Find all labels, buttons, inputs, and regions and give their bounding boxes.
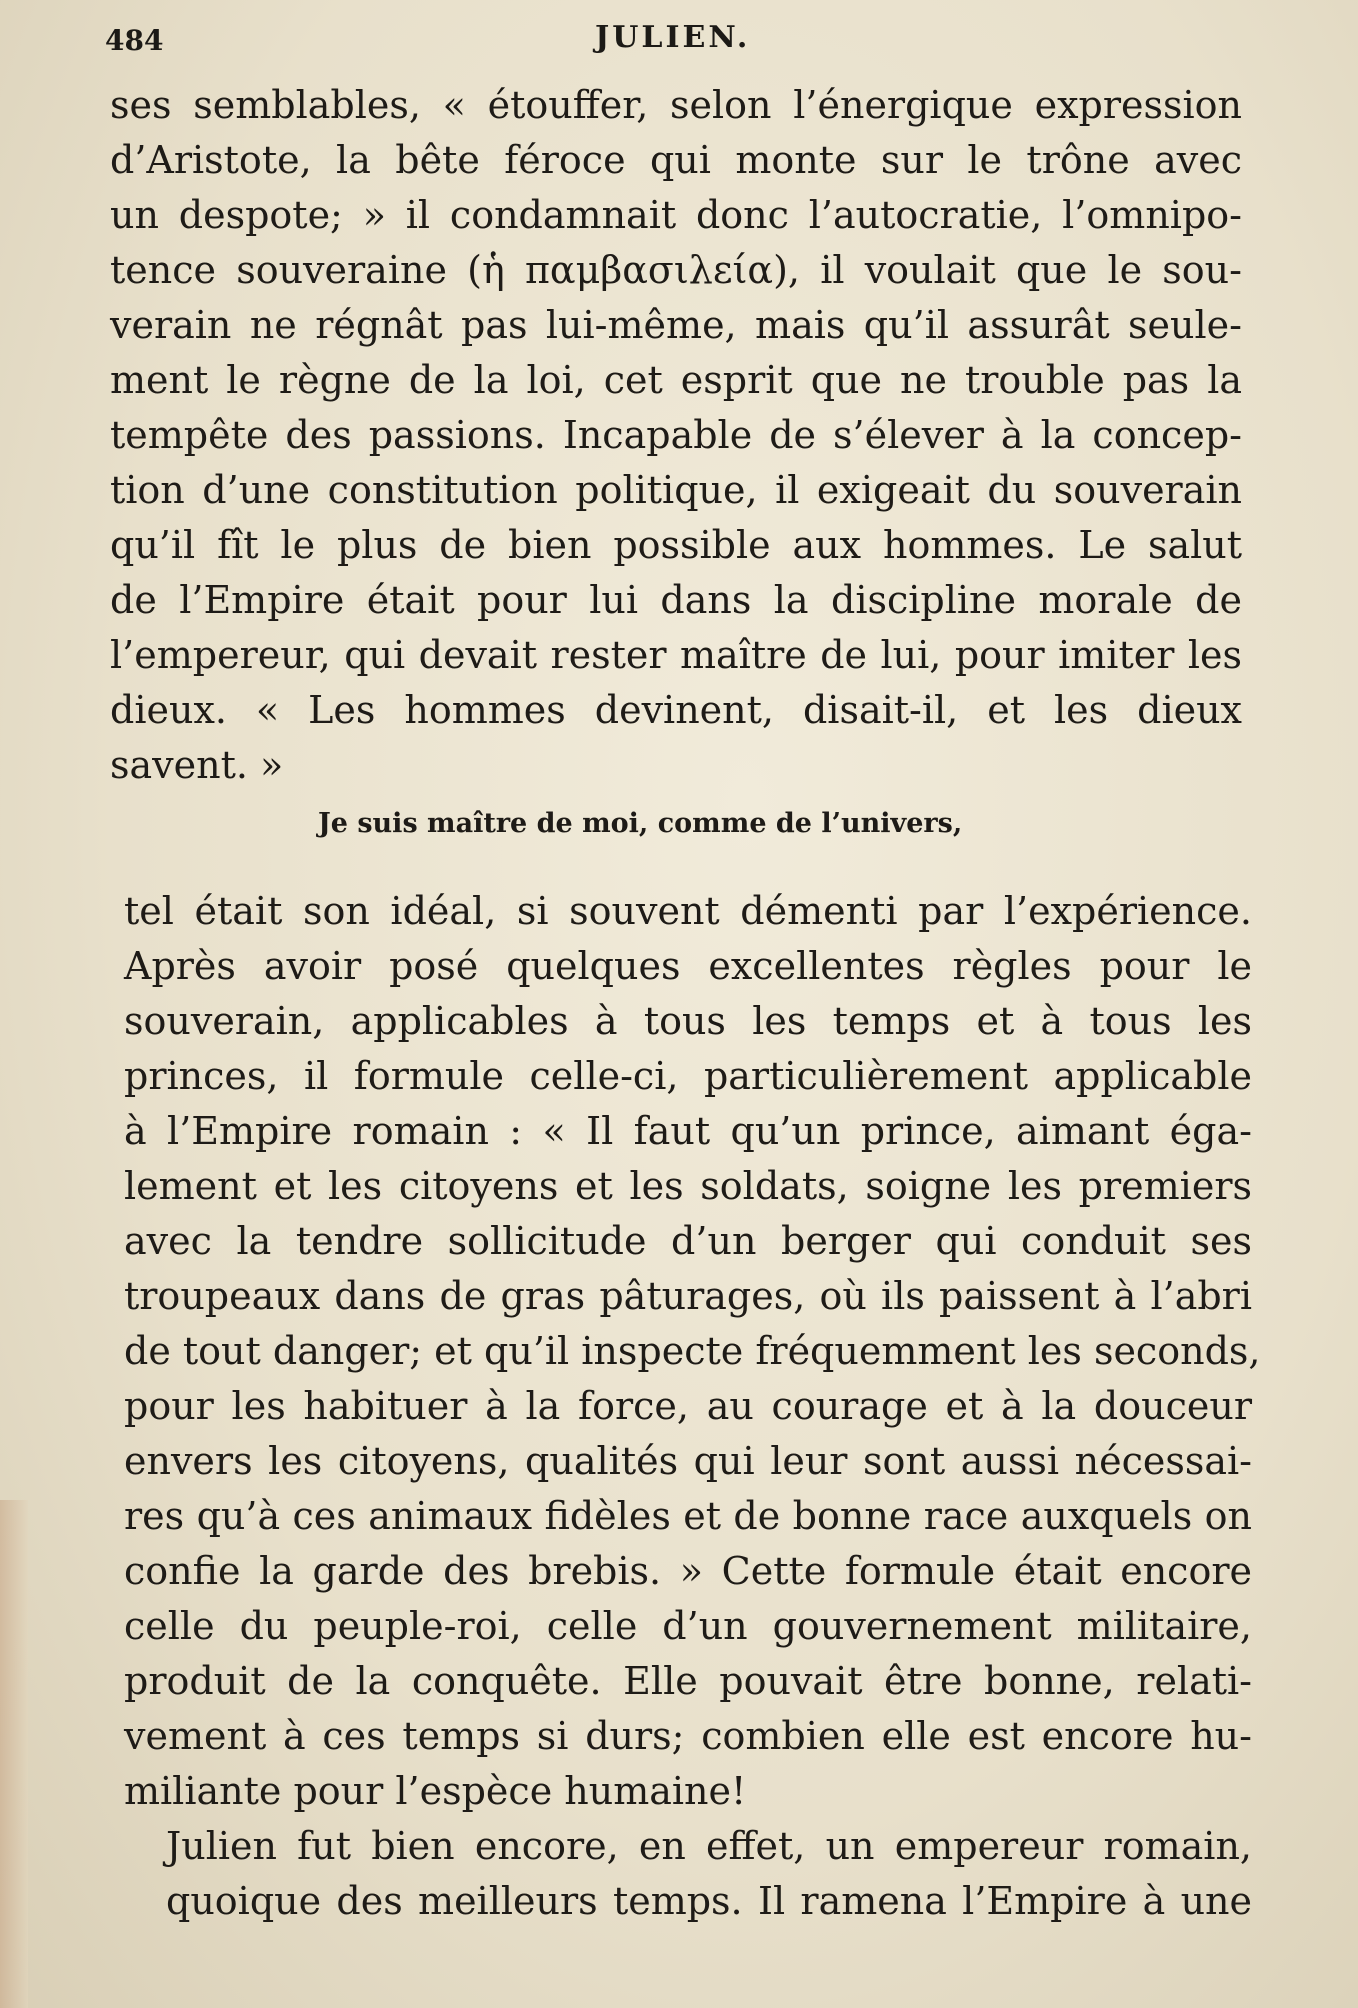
text-line: de tout danger; et qu’il inspecte fréquemment les seconds, xyxy=(124,1329,1261,1373)
text-line: verain ne régnât pas lui-même, mais qu’il assurât seule- xyxy=(110,303,1242,347)
text-line: vement à ces temps si durs; combien elle est encore hu- xyxy=(124,1714,1252,1758)
text-line: dieux. « Les hommes devinent, disait-il, et les dieux xyxy=(110,688,1242,732)
paragraph-2 xyxy=(124,884,1261,1929)
text-line: tence souveraine (ἡ παμβασιλεία), il voulait que le sou- xyxy=(110,248,1242,292)
page-edge-stain xyxy=(0,1500,28,2008)
text-line: troupeaux dans de gras pâturages, où ils paissent à l’abri xyxy=(124,1274,1252,1318)
text-line: à l’Empire romain : « Il faut qu’un prince, aimant éga- xyxy=(124,1109,1252,1153)
text-line: princes, il formule celle-ci, particulièrement applicable xyxy=(124,1054,1252,1098)
text-line: l’empereur, qui devait rester maître de lui, pour imiter les xyxy=(110,633,1242,677)
page-number: 484 xyxy=(105,24,164,57)
text-line: ment le règne de la loi, cet esprit que ne trouble pas la xyxy=(110,358,1242,402)
text-line: res qu’à ces animaux fidèles et de bonne race auxquels on xyxy=(124,1494,1252,1538)
text-line: d’Aristote, la bête féroce qui monte sur le trône avec xyxy=(110,138,1242,182)
text-line: qu’il fît le plus de bien possible aux hommes. Le salut xyxy=(110,523,1242,567)
text-line: de l’Empire était pour lui dans la discipline morale de xyxy=(110,578,1242,622)
running-head: JULIEN. xyxy=(595,20,751,55)
page-header xyxy=(105,20,1225,70)
text-line: celle du peuple-roi, celle d’un gouvernement militaire, xyxy=(124,1604,1252,1648)
text-line: savent. » xyxy=(110,743,284,787)
text-line: tion d’une constitution politique, il exigeait du souverain xyxy=(110,468,1242,512)
text-line: confie la garde des brebis. » Cette formule était encore xyxy=(124,1549,1252,1593)
text-line: avec la tendre sollicitude d’un berger qui conduit ses xyxy=(124,1219,1252,1263)
verse-quote: Je suis maître de moi, comme de l’univers, xyxy=(318,808,963,839)
text-line: tempête des passions. Incapable de s’élever à la concep- xyxy=(110,413,1242,457)
text-line: souverain, applicables à tous les temps et à tous les xyxy=(124,999,1252,1043)
text-line: ses semblables, « étouffer, selon l’énergique expression xyxy=(110,83,1242,127)
text-line: lement et les citoyens et les soldats, soigne les premiers xyxy=(124,1164,1252,1208)
text-line: tel était son idéal, si souvent démenti par l’expérience. xyxy=(124,889,1252,933)
text-line: produit de la conquête. Elle pouvait être bonne, relati- xyxy=(124,1659,1252,1703)
text-line: un despote; » il condamnait donc l’autocratie, l’omnipo- xyxy=(110,193,1242,237)
text-line: pour les habituer à la force, au courage et à la douceur xyxy=(124,1384,1252,1428)
text-line: quoique des meilleurs temps. Il ramena l’Empire à une xyxy=(166,1879,1252,1923)
text-line: Julien fut bien encore, en effet, un empereur romain, xyxy=(166,1824,1252,1868)
text-line: Après avoir posé quelques excellentes règles pour le xyxy=(124,944,1252,988)
text-line: miliante pour l’espèce humaine! xyxy=(124,1769,747,1813)
paragraph-1 xyxy=(110,78,1242,793)
text-line: envers les citoyens, qualités qui leur sont aussi nécessai- xyxy=(124,1439,1252,1483)
